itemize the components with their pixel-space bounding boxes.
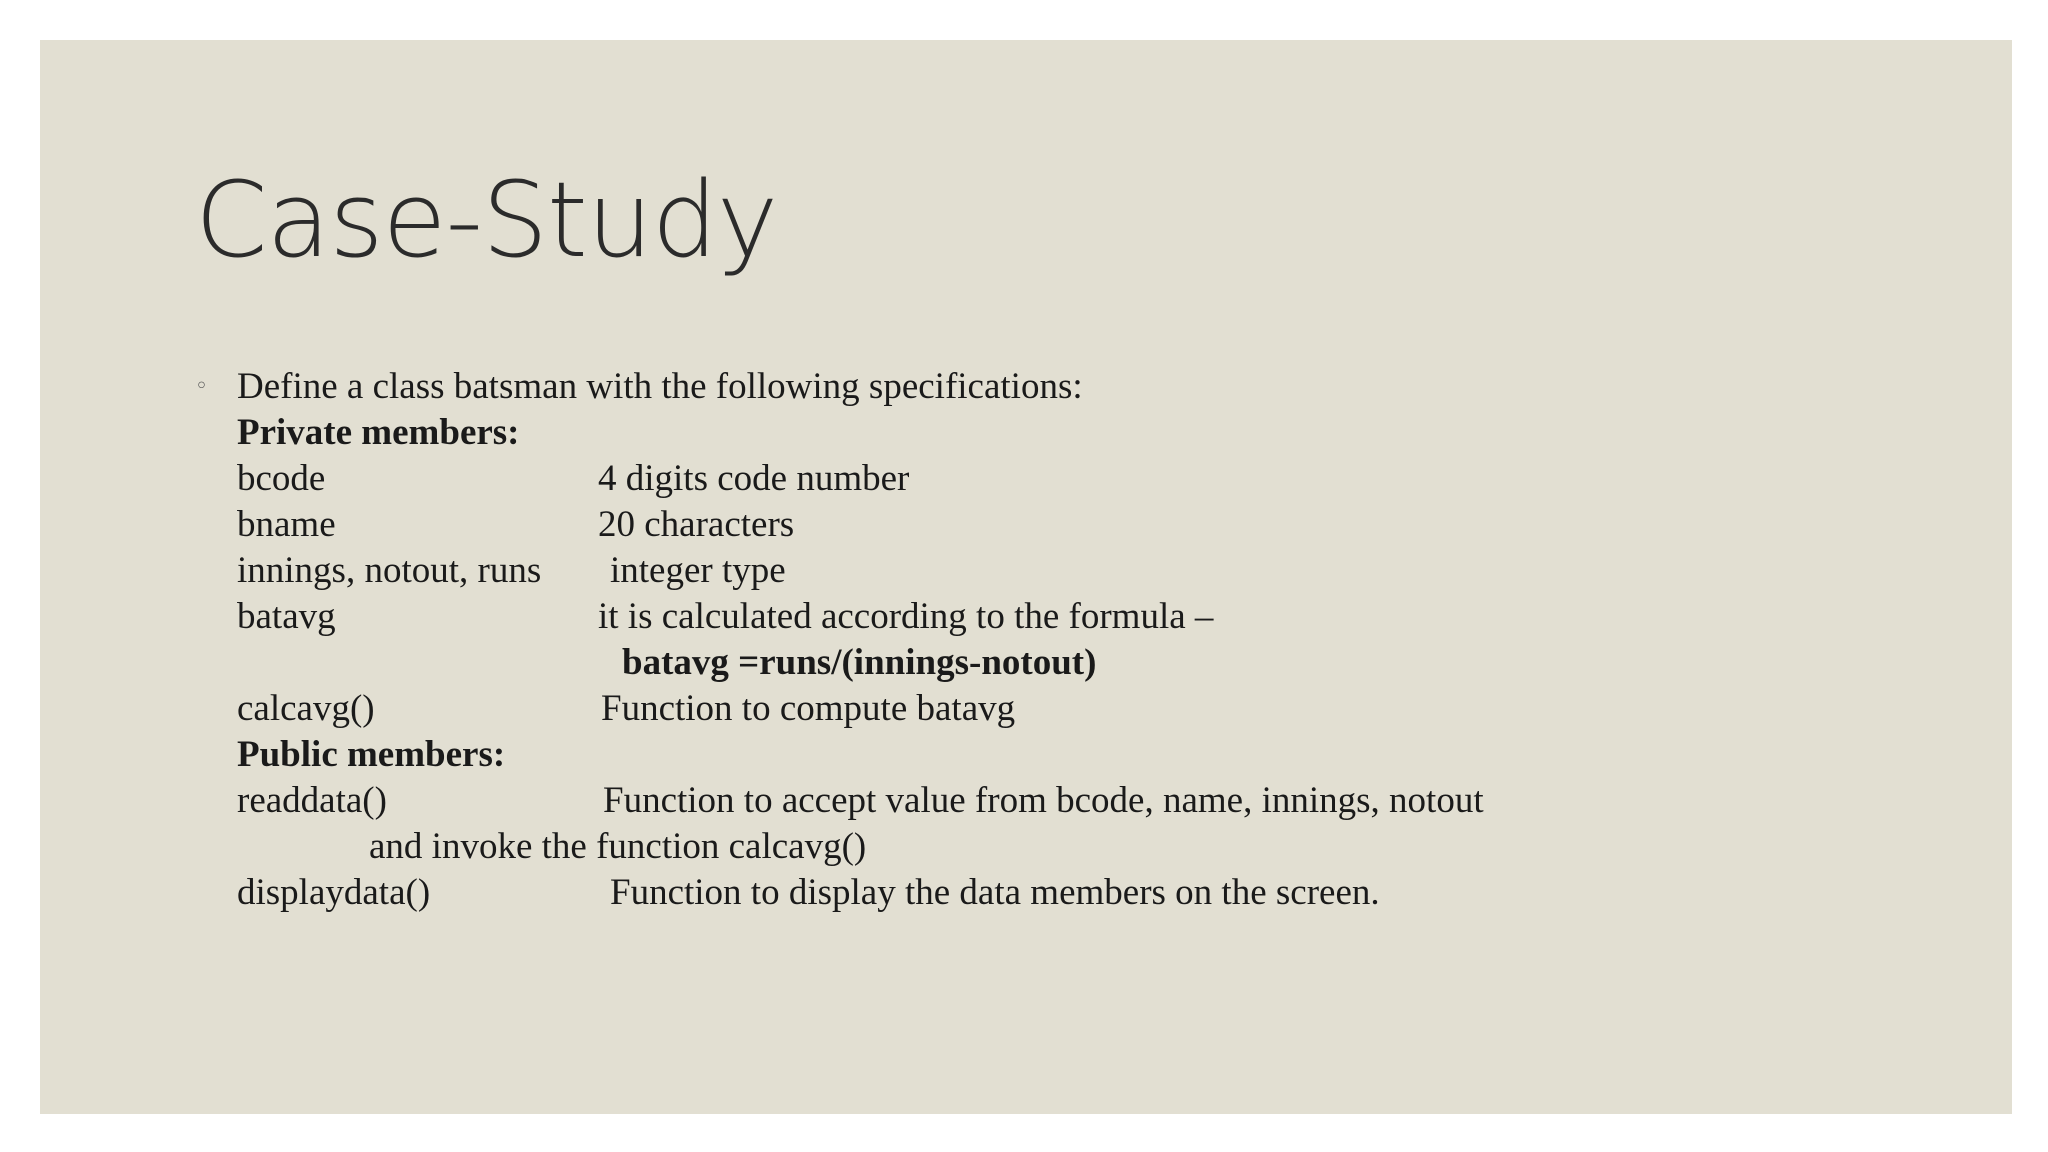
slide-title: Case-Study: [195, 159, 778, 281]
member-description: Function to compute batavg: [601, 688, 1016, 729]
member-name: readdata(): [237, 780, 387, 821]
member-name: bcode: [237, 458, 326, 499]
member-description: 20 characters: [598, 504, 795, 545]
member-name: displaydata(): [237, 872, 431, 913]
hollow-circle-bullet-icon: ◦: [195, 374, 208, 399]
member-name: bname: [237, 504, 336, 545]
member-description-continuation: and invoke the function calcavg(): [369, 826, 867, 867]
slide: [40, 40, 2012, 1114]
member-name: batavg: [237, 596, 336, 637]
public-members-heading: Public members:: [237, 734, 506, 775]
member-name: calcavg(): [237, 688, 375, 729]
member-description: integer type: [610, 550, 786, 591]
member-description: Function to accept value from bcode, name, innings, notout: [603, 780, 1484, 821]
member-name: innings, notout, runs: [237, 550, 542, 591]
member-description: Function to display the data members on the screen.: [610, 872, 1380, 913]
member-description: it is calculated according to the formula –: [598, 596, 1214, 637]
member-description: 4 digits code number: [598, 458, 910, 499]
private-members-heading: Private members:: [237, 412, 520, 453]
batavg-formula: batavg =runs/(innings-notout): [622, 642, 1097, 683]
intro-text: Define a class batsman with the following specifications:: [237, 366, 1083, 407]
